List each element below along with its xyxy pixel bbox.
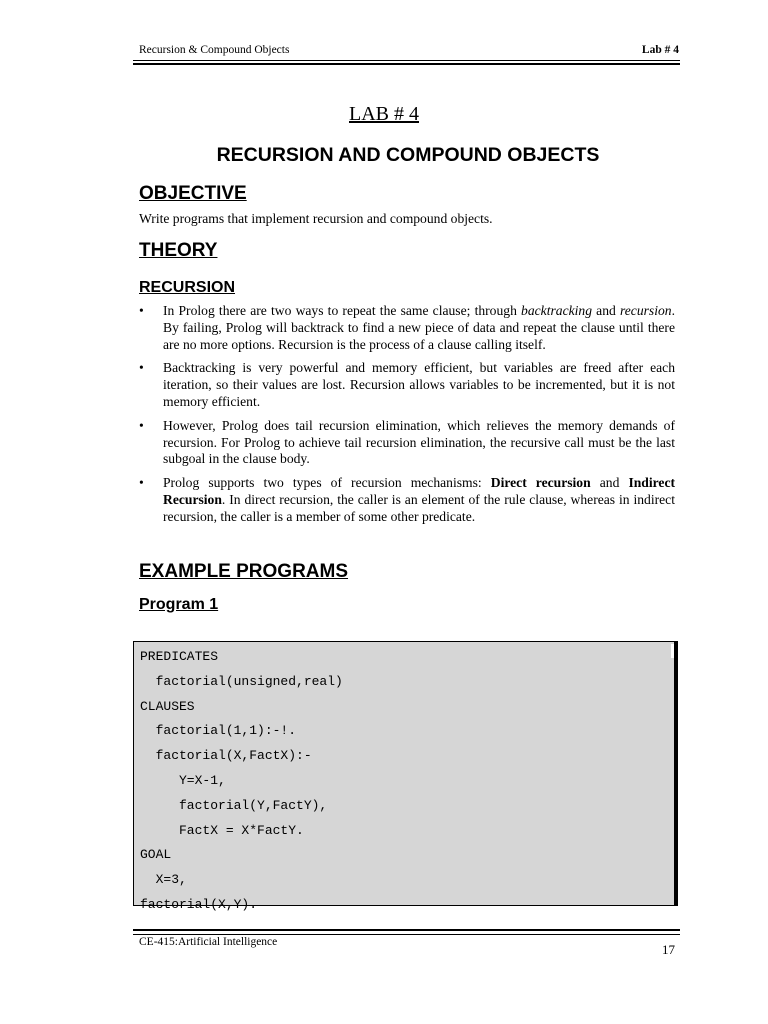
program-title: Program 1 [139,596,219,613]
theory-heading: THEORY [139,240,218,261]
header-lab-number: Lab # 4 [641,44,679,56]
code-text: PREDICATES factorial(unsigned,real) CLAUSES factorial(1,1):-!. factorial(X,FactX):- Y=X-1, factorial(Y,FactY), FactX = X*FactY. GOAL X=3, factorial(X,Y). [140,649,343,912]
recursion-subheading: RECURSION [139,279,236,296]
header-title: Recursion & Compound Objects [139,44,290,56]
footer-course: CE-415:Artificial Intelligence [139,936,278,948]
page-number: 17 [662,942,675,957]
bullet-icon: • [139,417,144,433]
header-rule-thick [133,63,680,65]
objective-heading: OBJECTIVE [139,183,247,204]
list-item: • Prolog supports two types of recursion mechanisms: Direct recursion and Indirect Recursion. In direct recursion, the caller is an element of the rule clause, whereas in indirect recursion, the caller is a member of some other predicate. [139,475,676,524]
objective-text: Write programs that implement recursion and compound objects. [139,211,493,226]
code-box-highlight [671,644,674,658]
bold-indirect-recursion: Indirect Recursion [163,475,676,507]
bullet-icon: • [139,475,144,491]
list-item: • Backtracking is very powerful and memory efficient, but variables are freed after each iteration, so their values are lost. Recursion allows variables to be incremented, but it is not memory efficient. [139,360,675,409]
emphasis-recursion: recursion [619,303,672,318]
example-programs-heading: EXAMPLE PROGRAMS [139,561,349,582]
footer-rule-thin [133,934,680,935]
emphasis-backtracking: backtracking [521,303,593,318]
footer-rule-thick [133,929,680,931]
main-title: RECURSION AND COMPOUND OBJECTS [216,144,600,166]
bold-direct-recursion: Direct recursion [490,475,591,491]
bullet-icon: • [139,303,144,318]
bullet-icon: • [139,360,144,376]
code-block [133,641,678,912]
header-rule-thin [133,60,680,61]
lab-title: LAB # 4 [349,103,419,125]
list-item: • However, Prolog does tail recursion elimination, which relieves the memory demands of recursion. For Prolog to achieve tail recursion elimination, the recursive call must be the last subgoal in the clause body. [139,417,675,467]
list-item: • In Prolog there are two ways to repeat the same clause; through backtracking and recursion. By failing, Prolog will backtrack to find a new piece of data and repeat the clause until there are no more options. Recursion is the process of a clause calling itself. [139,303,675,352]
theory-bullet-list [139,303,675,533]
